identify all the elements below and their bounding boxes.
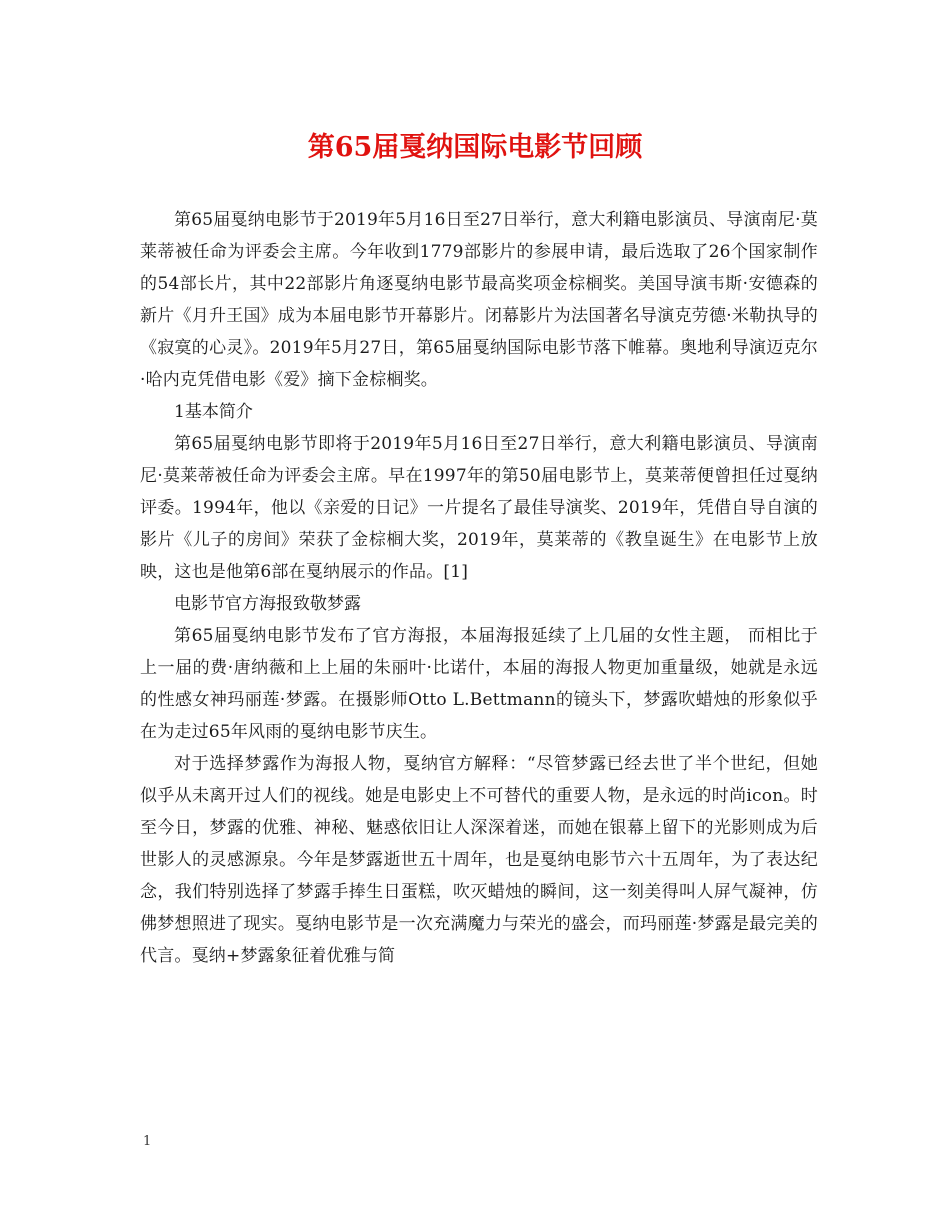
paragraph-intro: 第65届戛纳电影节于2019年5月16日至27日举行，意大利籍电影演员、导演南尼·莫莱蒂被任命为评委会主席。今年收到1779部影片的参展申请，最后选取了26个国家制作的54部长片，其中22部影片角逐戛纳电影节最高奖项金棕榈奖。美国导演韦斯·安德森的新片《月升王国》成为本届电影节开幕影片。闭幕影片为法国著名导演克劳德·米勒执导的《寂寞的心灵》。2019年5月27日，第65届戛纳国际电影节落下帷幕。奥地利导演迈克尔·哈内克凭借电影《爱》摘下金棕榈奖。 [140,210,818,390]
section-heading-poster: 电影节官方海报致敬梦露 [174,594,361,614]
paragraph-official-explanation: 对于选择梦露作为海报人物，戛纳官方解释：“尽管梦露已经去世了半个世纪，但她似乎从未离开过人们的视线。她是电影史上不可替代的重要人物，是永远的时尚icon。时至今日，梦露的优雅、神秘、魅惑依旧让人深深着迷，而她在银幕上留下的光影则成为后世影人的灵感源泉。今年是梦露逝世五十周年，也是戛纳电影节六十五周年，为了表达纪念，我们特别选择了梦露手捧生日蛋糕，吹灭蜡烛的瞬间，这一刻美得叫人屏气凝神，仿佛梦想照进了现实。戛纳电影节是一次充满魔力与荣光的盛会，而玛丽莲·梦露是最完美的代言。戛纳+梦露象征着优雅与简 [140,754,818,966]
page-title: 第65届戛纳国际电影节回顾 [307,132,643,163]
paragraph-basic-intro: 第65届戛纳电影节即将于2019年5月16日至27日举行，意大利籍电影演员、导演南尼·莫莱蒂被任命为评委会主席。早在1997年的第50届电影节上，莫莱蒂便曾担任过戛纳评委。1994年，他以《亲爱的日记》一片提名了最佳导演奖、2019年，凭借自导自演的影片《儿子的房间》荣获了金棕榈大奖，2019年，莫莱蒂的《教皇诞生》在电影节上放映，这也是他第6部在戛纳展示的作品。[1] [140,434,818,582]
section-heading-basic-intro: 1基本简介 [174,402,253,422]
page-number: 1 [143,1134,152,1149]
paragraph-poster: 第65届戛纳电影节发布了官方海报，本届海报延续了上几届的女性主题， 而相比于上一届的费·唐纳薇和上上届的朱丽叶·比诺什，本届的海报人物更加重量级，她就是永远的性感女神玛丽莲·梦露。在摄影师Otto L.Bettmann的镜头下，梦露吹蜡烛的形象似乎在为走过65年风雨的戛纳电影节庆生。 [140,626,818,742]
document-body [140,204,818,972]
